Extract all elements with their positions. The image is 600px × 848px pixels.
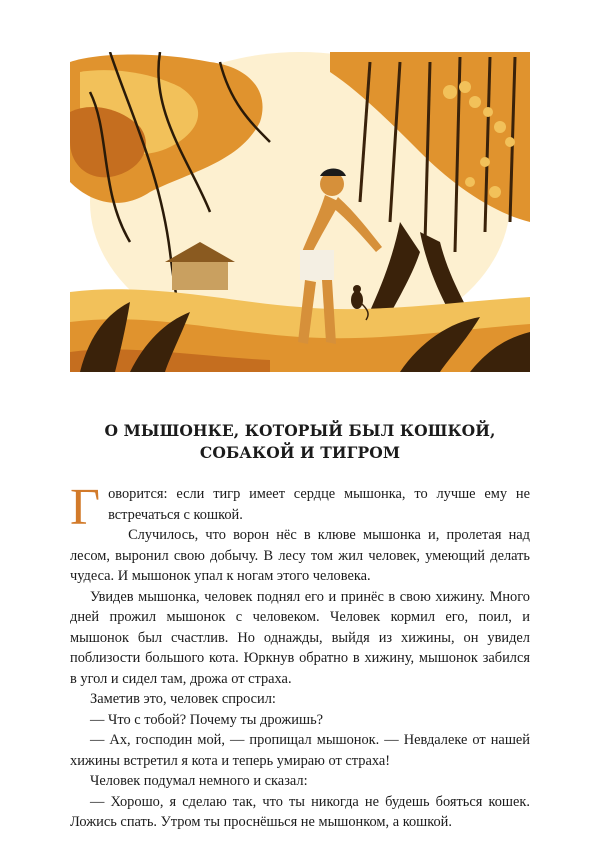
title-line-2: СОБАКОЙ И ТИГРОМ [199, 443, 401, 462]
paragraph-1 [70, 479, 530, 536]
story-body [70, 479, 530, 833]
title-line-1: О МЫШОНКЕ, КОТОРЫЙ БЫЛ КОШКОЙ, [104, 421, 496, 440]
paragraph-2: Случилось, что ворон нёс в клюве мышонка и, пролетая над лесом, выронил свою добычу. В лесу том жил человек, умеющий делать чудеса. И мышонок упал к ногам этого человека. [70, 527, 530, 584]
paragraph-6: — Ах, господин мой, — пропищал мышонок. — Невдалеке от нашей хижины встретил я кота и теперь умираю от страха! [70, 732, 530, 769]
story-illustration [70, 52, 530, 372]
paragraph-1-text: оворится: если тигр имеет сердце мышонка, то лучше ему не встречаться с кошкой. [108, 486, 530, 523]
paragraph-4: Заметив это, человек спросил: [90, 691, 276, 707]
story-title [40, 420, 560, 464]
paragraph-3: Увидев мышонка, человек поднял его и принёс в свою хижину. Много дней прожил мышонок с человеком. Человек кормил его, поил, и мышонок был счастлив. Но однажды, выйдя из хижины, он увидел поблизости большого кота. Юркнув обратно в хижину, мышонок забился в угол и сидел там, дрожа от страха. [70, 588, 530, 687]
paragraph-5: — Что с тобой? Почему ты дрожишь? [90, 711, 324, 728]
drop-cap: Г [70, 479, 101, 536]
paragraph-7: Человек подумал немного и сказал: [90, 773, 308, 789]
paragraph-8: — Хорошо, я сделаю так, что ты никогда не будешь бояться кошек. Ложись спать. Утром ты проснёшься не мышонком, а кошкой. [70, 793, 530, 830]
